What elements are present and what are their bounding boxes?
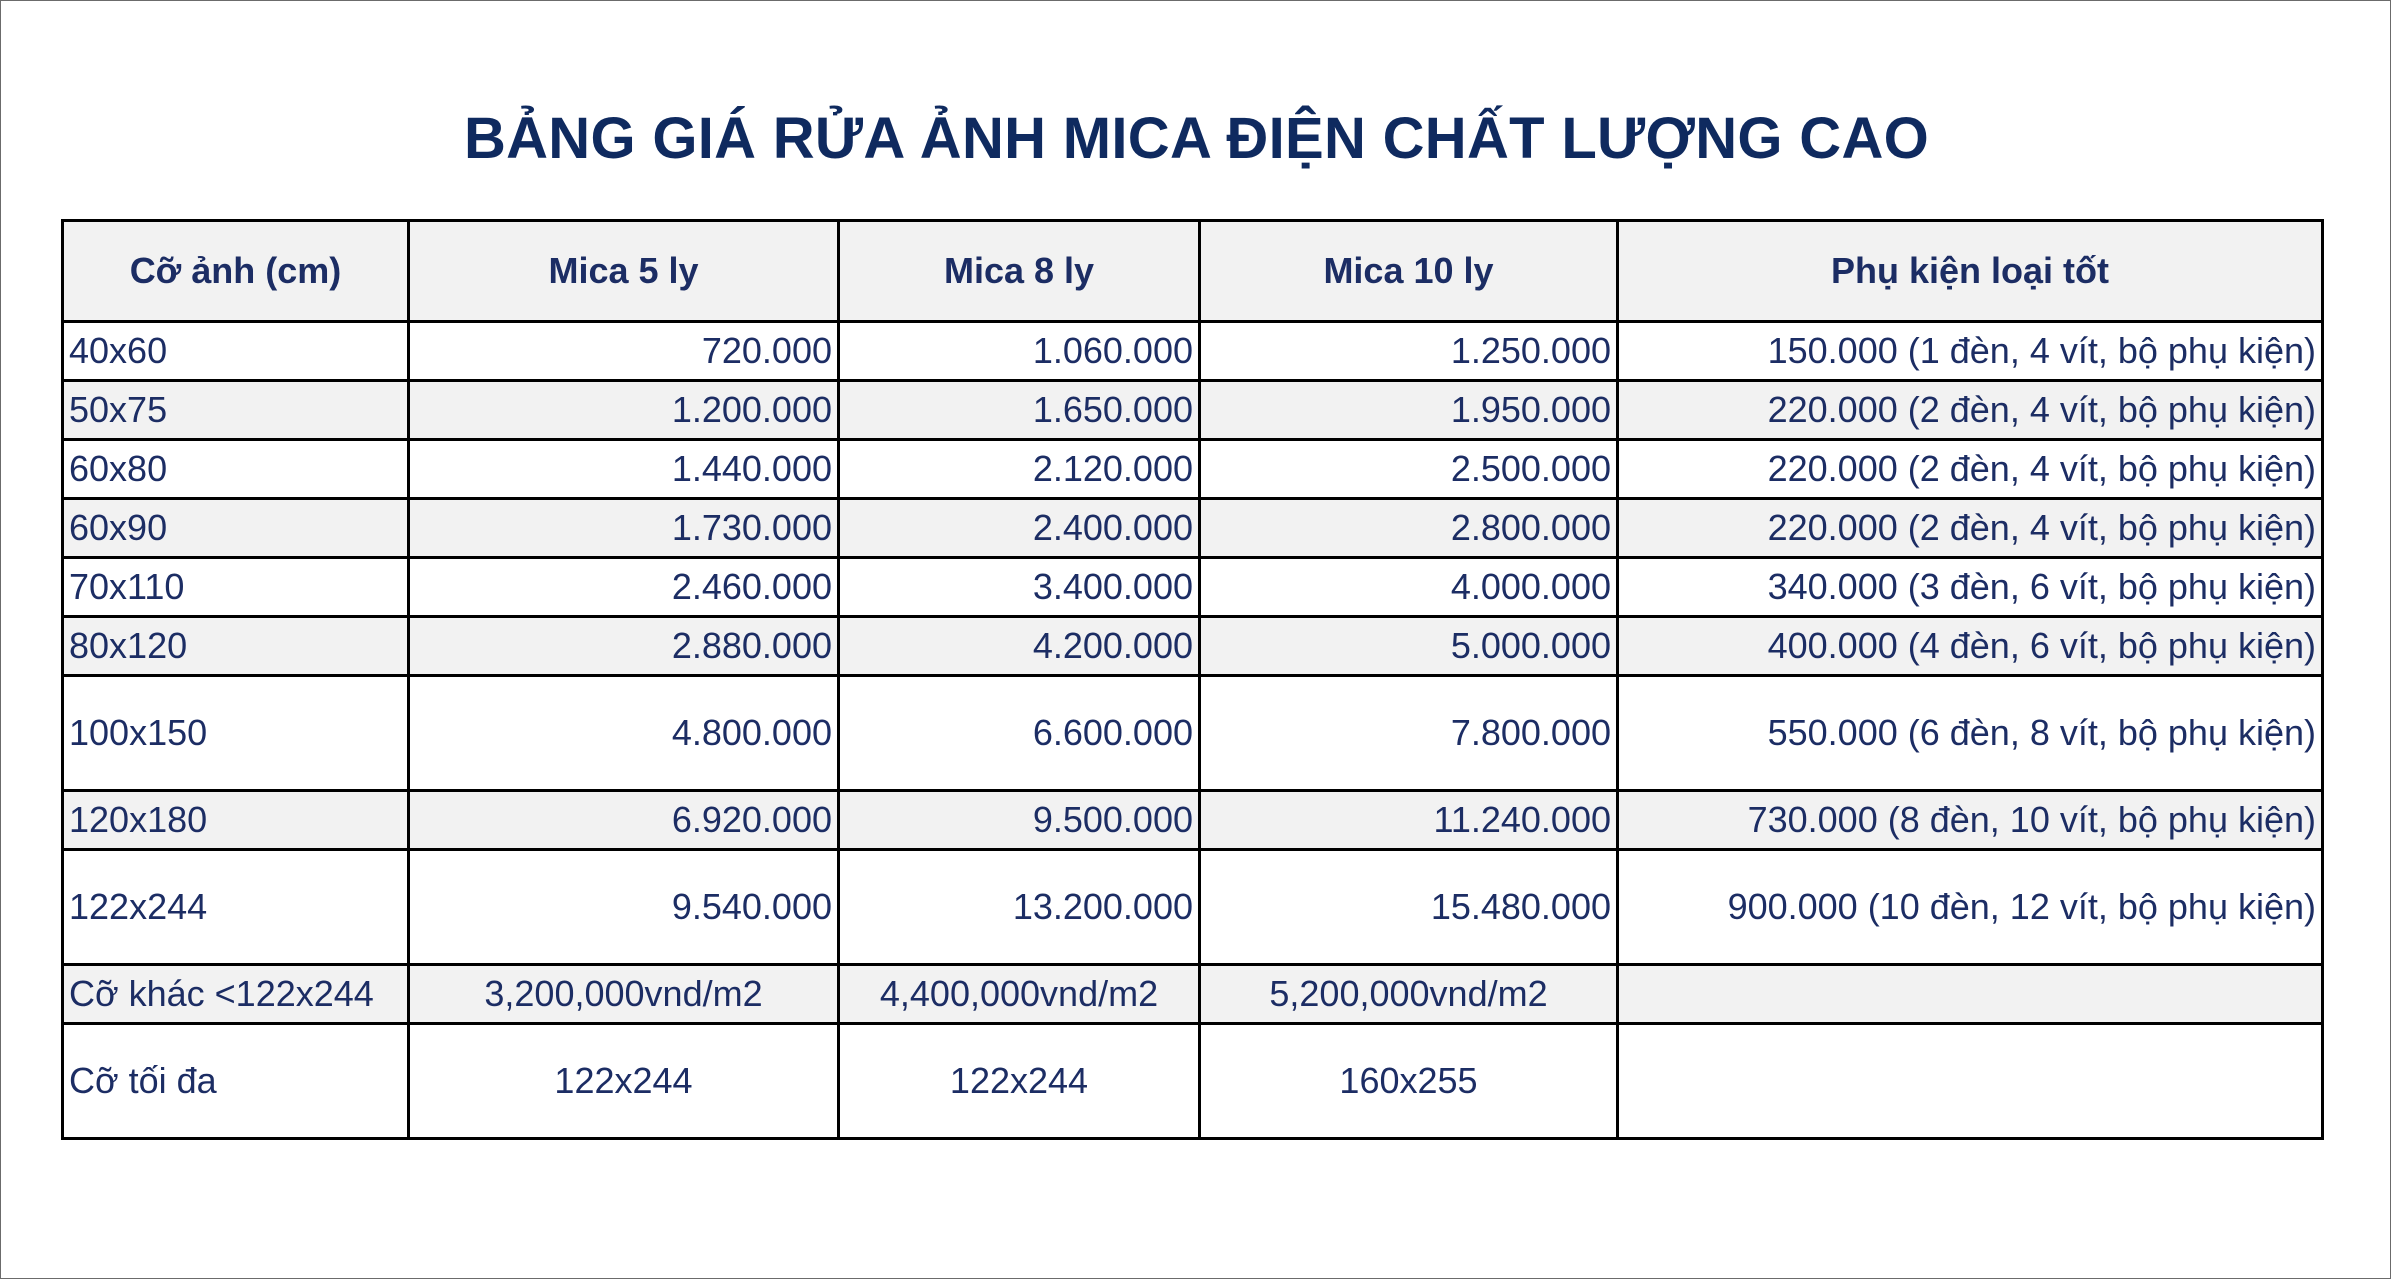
table-row bbox=[63, 1024, 2323, 1139]
mica-10-price: 4.000.000 bbox=[1200, 558, 1618, 617]
mica-8-max-size: 122x244 bbox=[839, 1024, 1200, 1139]
accessories-cell bbox=[1618, 965, 2323, 1024]
mica-5-price: 3,200,000vnd/m2 bbox=[409, 965, 839, 1024]
table-row bbox=[63, 791, 2323, 850]
mica-10-price: 15.480.000 bbox=[1200, 850, 1618, 965]
accessories-cell: 150.000 (1 đèn, 4 vít, bộ phụ kiện) bbox=[1618, 322, 2323, 381]
accessories-cell bbox=[1618, 1024, 2323, 1139]
mica-8-price: 4,400,000vnd/m2 bbox=[839, 965, 1200, 1024]
header-mica-8: Mica 8 ly bbox=[839, 221, 1200, 322]
mica-5-price: 1.730.000 bbox=[409, 499, 839, 558]
mica-5-price: 720.000 bbox=[409, 322, 839, 381]
mica-8-price: 9.500.000 bbox=[839, 791, 1200, 850]
size-cell: 100x150 bbox=[63, 676, 409, 791]
accessories-cell: 340.000 (3 đèn, 6 vít, bộ phụ kiện) bbox=[1618, 558, 2323, 617]
mica-5-price: 9.540.000 bbox=[409, 850, 839, 965]
header-mica-10: Mica 10 ly bbox=[1200, 221, 1618, 322]
mica-8-price: 2.400.000 bbox=[839, 499, 1200, 558]
accessories-cell: 550.000 (6 đèn, 8 vít, bộ phụ kiện) bbox=[1618, 676, 2323, 791]
mica-10-price: 2.800.000 bbox=[1200, 499, 1618, 558]
mica-5-price: 6.920.000 bbox=[409, 791, 839, 850]
table-row bbox=[63, 676, 2323, 791]
mica-5-price: 1.200.000 bbox=[409, 381, 839, 440]
size-cell: 80x120 bbox=[63, 617, 409, 676]
table-row bbox=[63, 850, 2323, 965]
size-cell: 122x244 bbox=[63, 850, 409, 965]
mica-8-price: 6.600.000 bbox=[839, 676, 1200, 791]
table-row bbox=[63, 499, 2323, 558]
price-table bbox=[61, 219, 2324, 1140]
accessories-cell: 220.000 (2 đèn, 4 vít, bộ phụ kiện) bbox=[1618, 440, 2323, 499]
size-cell: 60x80 bbox=[63, 440, 409, 499]
mica-10-price: 5.000.000 bbox=[1200, 617, 1618, 676]
mica-10-price: 5,200,000vnd/m2 bbox=[1200, 965, 1618, 1024]
accessories-cell: 220.000 (2 đèn, 4 vít, bộ phụ kiện) bbox=[1618, 499, 2323, 558]
table-row bbox=[63, 965, 2323, 1024]
table-row bbox=[63, 381, 2323, 440]
size-cell: Cỡ tối đa bbox=[63, 1024, 409, 1139]
mica-10-price: 2.500.000 bbox=[1200, 440, 1618, 499]
size-cell: 40x60 bbox=[63, 322, 409, 381]
mica-5-price: 2.460.000 bbox=[409, 558, 839, 617]
header-mica-5: Mica 5 ly bbox=[409, 221, 839, 322]
table-row bbox=[63, 322, 2323, 381]
size-cell: 50x75 bbox=[63, 381, 409, 440]
mica-5-max-size: 122x244 bbox=[409, 1024, 839, 1139]
size-cell: 60x90 bbox=[63, 499, 409, 558]
mica-8-price: 1.650.000 bbox=[839, 381, 1200, 440]
accessories-cell: 400.000 (4 đèn, 6 vít, bộ phụ kiện) bbox=[1618, 617, 2323, 676]
accessories-cell: 730.000 (8 đèn, 10 vít, bộ phụ kiện) bbox=[1618, 791, 2323, 850]
table-row bbox=[63, 617, 2323, 676]
accessories-cell: 900.000 (10 đèn, 12 vít, bộ phụ kiện) bbox=[1618, 850, 2323, 965]
size-cell: 120x180 bbox=[63, 791, 409, 850]
mica-5-price: 2.880.000 bbox=[409, 617, 839, 676]
header-row bbox=[63, 221, 2323, 322]
header-size: Cỡ ảnh (cm) bbox=[63, 221, 409, 322]
mica-10-price: 1.250.000 bbox=[1200, 322, 1618, 381]
mica-10-max-size: 160x255 bbox=[1200, 1024, 1618, 1139]
mica-8-price: 4.200.000 bbox=[839, 617, 1200, 676]
mica-5-price: 1.440.000 bbox=[409, 440, 839, 499]
header-accessories: Phụ kiện loại tốt bbox=[1618, 221, 2323, 322]
mica-10-price: 11.240.000 bbox=[1200, 791, 1618, 850]
table-row bbox=[63, 440, 2323, 499]
table-row bbox=[63, 558, 2323, 617]
mica-8-price: 3.400.000 bbox=[839, 558, 1200, 617]
page-title: BẢNG GIÁ RỬA ẢNH MICA ĐIỆN CHẤT LƯỢNG CAO bbox=[463, 106, 1930, 171]
mica-8-price: 2.120.000 bbox=[839, 440, 1200, 499]
size-cell: 70x110 bbox=[63, 558, 409, 617]
mica-5-price: 4.800.000 bbox=[409, 676, 839, 791]
mica-10-price: 7.800.000 bbox=[1200, 676, 1618, 791]
mica-8-price: 1.060.000 bbox=[839, 322, 1200, 381]
mica-8-price: 13.200.000 bbox=[839, 850, 1200, 965]
accessories-cell: 220.000 (2 đèn, 4 vít, bộ phụ kiện) bbox=[1618, 381, 2323, 440]
mica-10-price: 1.950.000 bbox=[1200, 381, 1618, 440]
size-cell: Cỡ khác <122x244 bbox=[63, 965, 409, 1024]
